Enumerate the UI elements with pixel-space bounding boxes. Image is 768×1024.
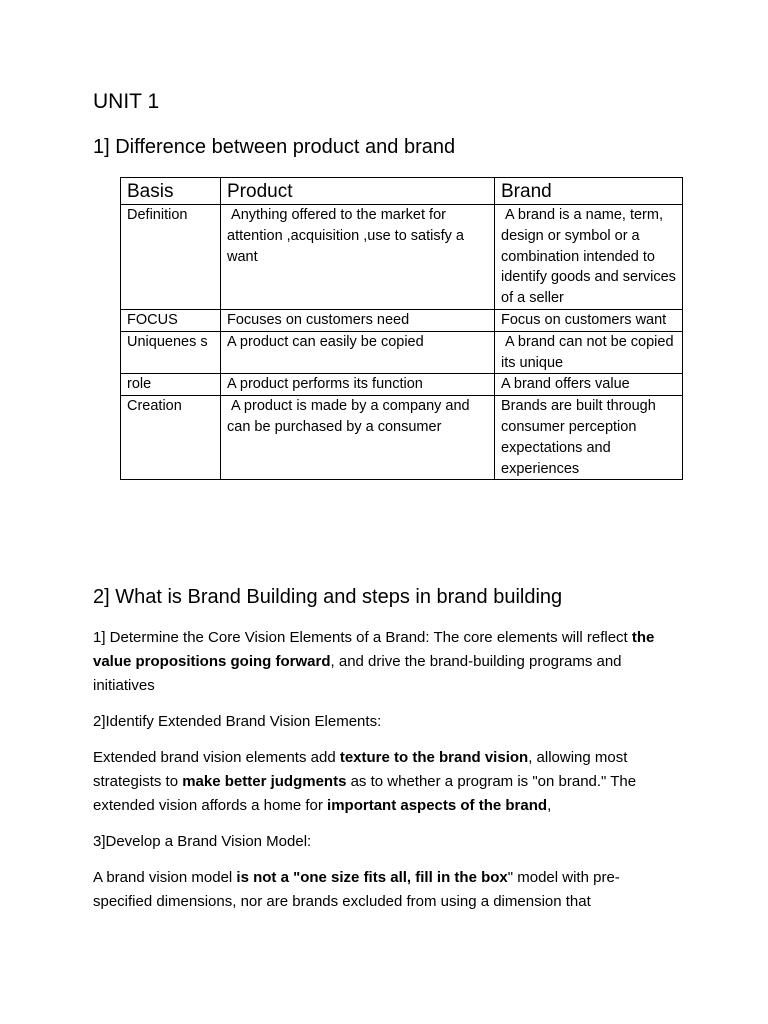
paragraph-model-heading: 3]Develop a Brand Vision Model: <box>93 833 312 850</box>
text-run: A brand vision model <box>93 869 237 886</box>
table-cell-brand: Brands are built through consumer perception expectations and experiences <box>495 396 683 480</box>
text-run: 1] Determine the Core Vision Elements of a Brand: The core elements will reflect <box>93 629 632 646</box>
paragraph-vision-model <box>93 866 673 914</box>
table-row <box>121 396 683 480</box>
text-run: , and drive the brand-building programs and initiatives <box>93 653 622 694</box>
bold-text: is not a "one size fits all, fill in the box <box>236 869 508 886</box>
bold-text: important aspects of the brand <box>327 797 548 814</box>
header-brand: Brand <box>495 178 683 205</box>
paragraph-core-vision <box>93 626 673 698</box>
table-cell-product: A product can easily be copied <box>221 331 495 374</box>
text-run: " model with pre-specified dimensions, nor are brands excluded from using a dimension that <box>93 869 620 910</box>
table-row <box>121 331 683 374</box>
table-cell-product: A product is made by a company and can be purchased by a consumer <box>221 396 495 480</box>
table-cell-basis: FOCUS <box>121 309 221 331</box>
bold-text: texture to the brand vision <box>339 749 529 766</box>
bold-text: the value propositions going forward <box>93 629 655 670</box>
table-cell-brand: A brand can not be copied its unique <box>495 331 683 374</box>
table-row <box>121 374 683 396</box>
table-cell-brand: A brand is a name, term, design or symbol or a combination intended to identify goods and services of a seller <box>495 205 683 310</box>
table-cell-brand: Focus on customers want <box>495 309 683 331</box>
table-cell-product: Focuses on customers need <box>221 309 495 331</box>
section2-body <box>93 626 673 926</box>
table-cell-basis: Definition <box>121 205 221 310</box>
paragraph-extended-heading: 2]Identify Extended Brand Vision Elements: <box>93 713 382 730</box>
text-run: , <box>547 797 552 814</box>
header-product: Product <box>221 178 495 205</box>
paragraph-extended-vision <box>93 746 673 818</box>
text-run: Extended brand vision elements add <box>93 749 340 766</box>
text-run: as to whether a program is "on brand." The extended vision affords a home for <box>93 773 637 814</box>
table-row <box>121 309 683 331</box>
table-cell-basis: Creation <box>121 396 221 480</box>
section2-heading: 2] What is Brand Building and steps in brand building <box>93 586 563 608</box>
table-header-row <box>121 178 683 205</box>
bold-text: make better judgments <box>182 773 347 790</box>
comparison-table <box>120 177 683 480</box>
table-row <box>121 205 683 310</box>
table-cell-basis: role <box>121 374 221 396</box>
unit-title: UNIT 1 <box>93 90 160 113</box>
table-cell-brand: A brand offers value <box>495 374 683 396</box>
header-basis: Basis <box>121 178 221 205</box>
table-cell-product: A product performs its function <box>221 374 495 396</box>
text-run: , allowing most strategists to <box>93 749 628 790</box>
table-cell-basis: Uniquenes s <box>121 331 221 374</box>
table-cell-product: Anything offered to the market for attention ,acquisition ,use to satisfy a want <box>221 205 495 310</box>
section1-heading: 1] Difference between product and brand <box>93 136 456 158</box>
